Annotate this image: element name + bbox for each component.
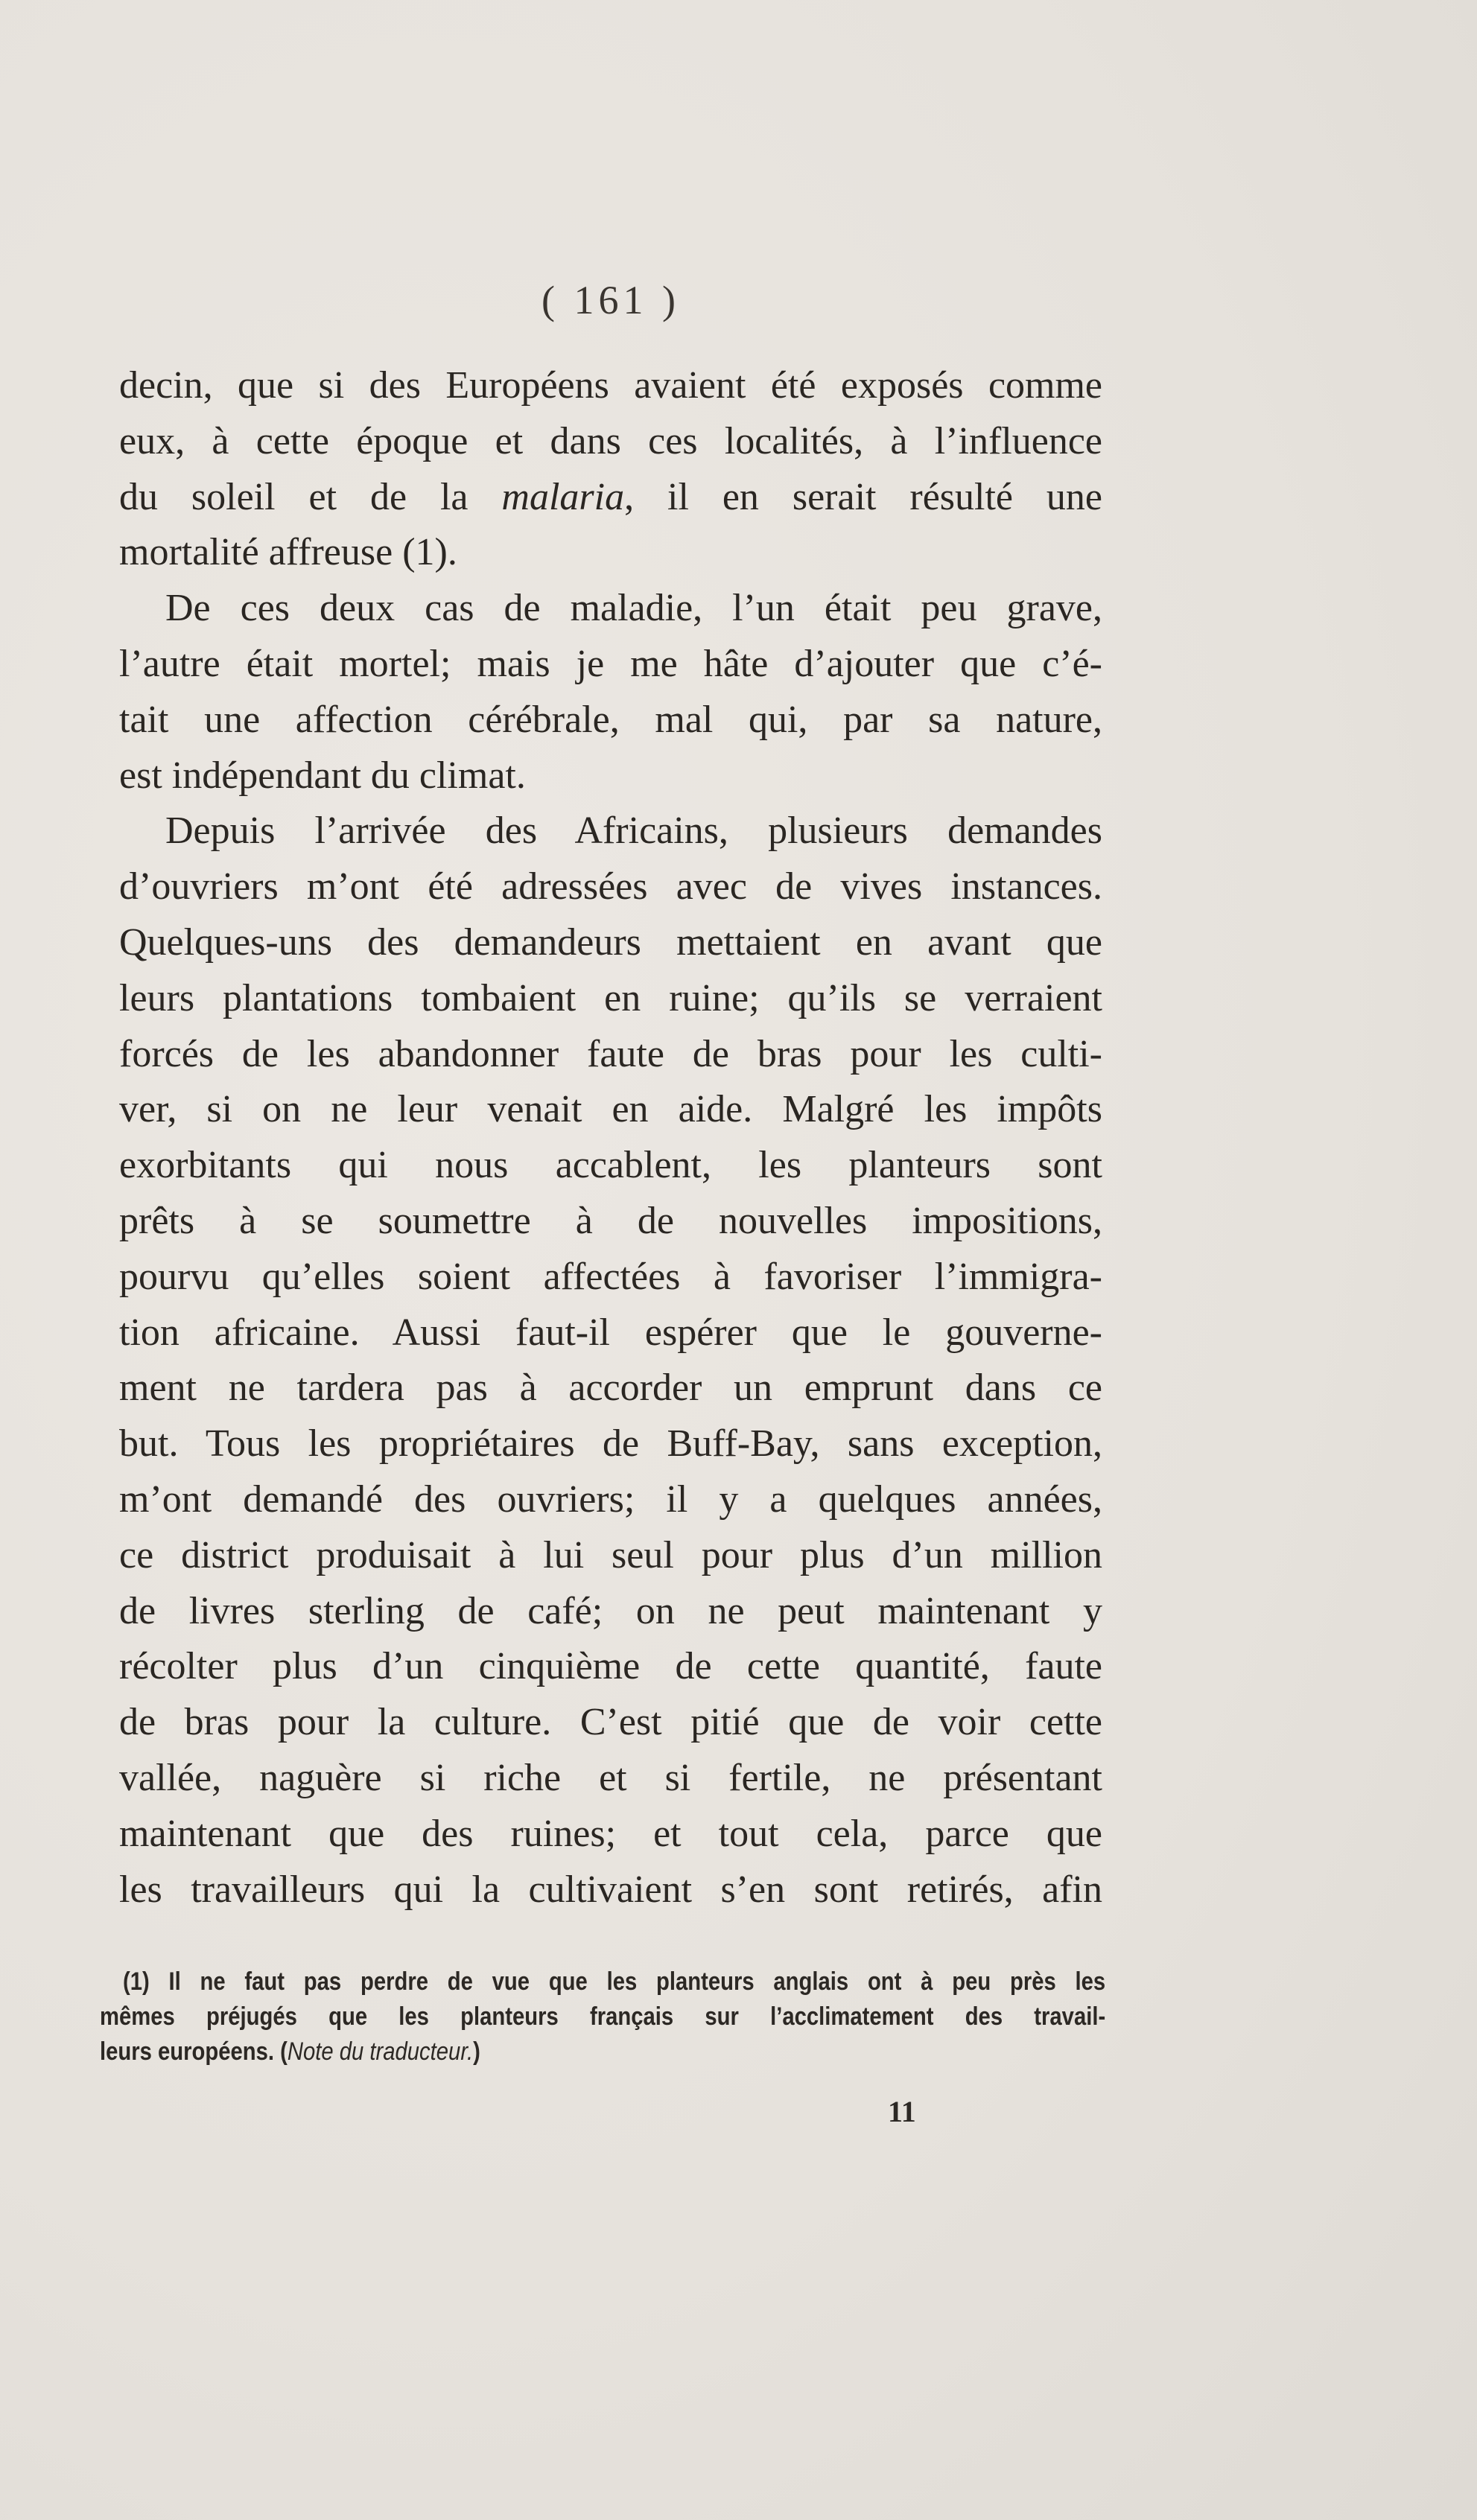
- text-line: les travailleurs qui la cultivaient s’en sont retirés, afin: [119, 1868, 1102, 1911]
- text-line: eux, à cette époque et dans ces localités, à l’influence: [119, 419, 1102, 462]
- footnote-text: leurs européens. (: [100, 2037, 288, 2066]
- text-line: tait une affection cérébrale, mal qui, par sa nature,: [119, 698, 1102, 741]
- text-line: maintenant que des ruines; et tout cela, parce que: [119, 1812, 1102, 1855]
- footnote: [100, 1964, 1105, 2069]
- text-line: forcés de les abandonner faute de bras pour les culti-: [119, 1032, 1102, 1075]
- italic-term: malaria: [501, 475, 625, 518]
- text-line: Quelques-uns des demandeurs mettaient en avant que: [119, 920, 1102, 964]
- text-line: pourvu qu’elles soient affectées à favoriser l’immigra-: [119, 1255, 1102, 1298]
- text-line: tion africaine. Aussi faut-il espérer que le gouverne-: [119, 1311, 1102, 1354]
- text-line: exorbitants qui nous accablent, les planteurs sont: [119, 1144, 1102, 1187]
- footnote-text: ): [473, 2037, 480, 2066]
- text-line: [119, 470, 1102, 526]
- body-text: [119, 358, 1102, 1918]
- text-line: de bras pour la culture. C’est pitié que de voir cette: [119, 1701, 1102, 1744]
- text-line: est indépendant du climat.: [119, 754, 526, 797]
- text-line: mortalité affreuse (1).: [119, 531, 457, 574]
- text-line: ver, si on ne leur venait en aide. Malgré les impôts: [119, 1088, 1102, 1131]
- text-span: , il en serait résulté une: [624, 475, 1102, 518]
- text-line: récolter plus d’un cinquième de cette quantité, faute: [119, 1645, 1102, 1688]
- footnote-attribution: Note du traducteur.: [287, 2037, 474, 2066]
- text-span: du soleil et de la: [119, 475, 502, 518]
- signature-mark: 11: [888, 2095, 916, 2128]
- footnote-line: mêmes préjugés que les planteurs français sur l’acclimatement des travail-: [100, 2002, 1106, 2031]
- text-line: ce district produisait à lui seul pour plus d’un million: [119, 1533, 1102, 1576]
- text-line: leurs plantations tombaient en ruine; qu’ils se verraient: [119, 976, 1102, 1019]
- text-line: ment ne tardera pas à accorder un emprunt dans ce: [119, 1366, 1102, 1410]
- text-line: De ces deux cas de maladie, l’un était peu grave,: [165, 587, 1102, 630]
- text-line: decin, que si des Européens avaient été exposés comme: [119, 364, 1102, 407]
- page-number: ( 161 ): [541, 278, 680, 322]
- text-line: prêts à se soumettre à de nouvelles impositions,: [119, 1199, 1102, 1242]
- text-line: Depuis l’arrivée des Africains, plusieurs demandes: [165, 809, 1102, 853]
- footnote-line: [100, 2034, 1105, 2069]
- text-line: m’ont demandé des ouvriers; il y a quelques années,: [119, 1477, 1102, 1521]
- text-line: but. Tous les propriétaires de Buff-Bay, sans exception,: [119, 1422, 1102, 1466]
- text-line: de livres sterling de café; on ne peut maintenant y: [119, 1589, 1102, 1632]
- text-line: d’ouvriers m’ont été adressées avec de vives instances.: [119, 865, 1102, 909]
- text-line: vallée, naguère si riche et si fertile, ne présentant: [119, 1756, 1102, 1799]
- text-line: l’autre était mortel; mais je me hâte d’ajouter que c’é-: [119, 642, 1102, 685]
- footnote-line: (1) Il ne faut pas perdre de vue que les planteurs anglais ont à peu près les: [122, 1967, 1106, 1996]
